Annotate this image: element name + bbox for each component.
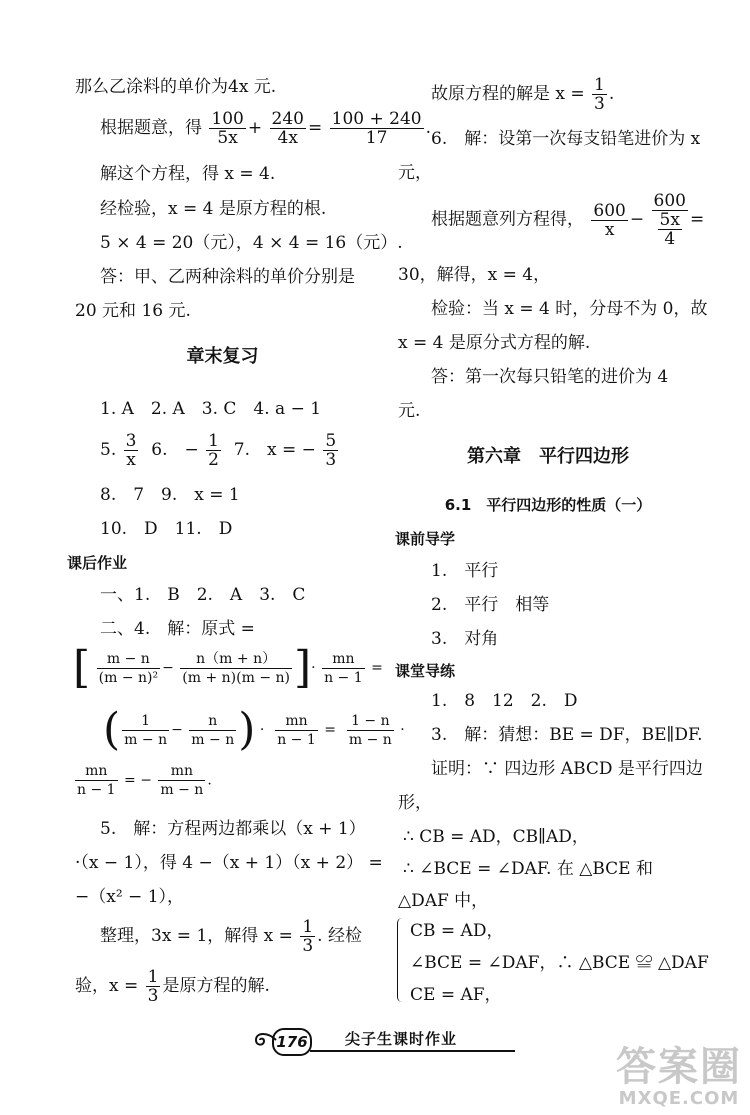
answer-line: 3. 解：猜想：BE = DF，BE∥DF. xyxy=(431,725,703,745)
fraction: $\frac{100}{5x}$ xyxy=(211,109,244,148)
fraction: $\frac{100 + 240}{17}$ xyxy=(331,109,422,148)
fraction: $\frac{5}{3}$ xyxy=(325,431,337,470)
answer-line: 二、4. 解：原式 = xyxy=(100,619,255,639)
fraction: $\frac{1}{3}$ xyxy=(147,967,159,1006)
text-line: 元. xyxy=(398,401,421,421)
answer-line: 5. $\frac{3}{x}$ 6. − $\frac{1}{2}$ 7. x = − $\frac{5}{3}$ xyxy=(100,431,337,470)
text-line: −（x² − 1）， xyxy=(75,887,185,907)
equation-line: 根据题意列方程得， $\frac{600}{x}$ − $\frac{600}{\frac{5x}{4}}$ = xyxy=(431,191,705,249)
text-line: x = 4 是原分式方程的解. xyxy=(398,333,591,353)
fraction: $\frac{mn}{n - 1}$ xyxy=(77,763,116,798)
text-line: ∴ CB = AD，CB∥AD， xyxy=(403,827,589,847)
equation-line: 根据题意，得 $\frac{100}{5x}$ + $\frac{240}{4x}$ = $\frac{100 + 240}{17}$ . xyxy=(100,109,431,148)
answer-line: 10. D 11. D xyxy=(100,519,233,539)
footer-rule xyxy=(310,1050,515,1052)
footer-title: 尖子生课时作业 xyxy=(345,1030,458,1048)
text-line: 那么乙涂料的单价为4x 元. xyxy=(75,77,277,97)
text-line: ∴ ∠BCE = ∠DAF. 在 △BCE 和 xyxy=(403,859,653,879)
answer-line: 2. 平行 相等 xyxy=(431,595,550,615)
text-line: 检验：当 x = 4 时，分母不为 0，故 xyxy=(431,299,708,319)
fraction: $\frac{m - n}{\text{(m − n)²}}$ xyxy=(98,650,159,686)
text-line: 答：甲、乙两种涂料的单价分别是 xyxy=(100,267,355,287)
fraction: $\frac{600}{\frac{5x}{4}}$ xyxy=(653,191,686,249)
answer-line: 1. 平行 xyxy=(431,561,499,581)
watermark-text: 答案圈 xyxy=(616,1044,742,1091)
page-footer xyxy=(250,1026,520,1060)
text-label: 根据题意，得 xyxy=(100,118,202,138)
fraction: $\frac{1}{m - n}$ xyxy=(124,712,168,748)
text-line: 形， xyxy=(398,793,432,813)
equation-line: $\frac{mn}{n - 1}$ = − $\frac{mn}{m - n}$ . xyxy=(77,763,212,798)
answer-line: 1. 8 12 2. D xyxy=(431,691,578,711)
chapter-heading: 第六章 平行四边形 xyxy=(467,446,629,467)
text-line: △DAF 中， xyxy=(398,891,489,911)
text-line: 证明：∵ 四边形 ABCD 是平行四边 xyxy=(431,759,703,779)
fraction: $\frac{1 - n}{m - n}$ xyxy=(348,712,392,748)
text-line: 经检验，x = 4 是原方程的根. xyxy=(100,199,327,219)
fraction: $\frac{mn}{n - 1}$ xyxy=(277,712,316,748)
subsection-heading: 课前导学 xyxy=(395,530,456,548)
page-number: 176 xyxy=(272,1028,312,1056)
text-line: 30，解得，x = 4， xyxy=(398,265,551,285)
text-line: 元， xyxy=(398,163,432,183)
equation-line: 整理，3x = 1，解得 x = $\frac{1}{3}$ . 经检 xyxy=(100,917,362,956)
fraction: $\frac{1}{3}$ xyxy=(302,917,314,956)
answer-line: 8. 7 9. x = 1 xyxy=(100,485,240,505)
subsection-heading: 课后作业 xyxy=(67,554,128,572)
text-line: 6. 解：设第一次每支铅笔进价为 x xyxy=(431,129,701,149)
subsection-heading: 课堂导练 xyxy=(395,662,456,680)
equation-line: 验，x = $\frac{1}{3}$ 是原方程的解. xyxy=(75,967,270,1006)
fraction: $\frac{n(m + n)}{(m + n)(m - n)}$ xyxy=(182,650,290,686)
text-line: 答：第一次每只铅笔的进价为 4 xyxy=(431,367,669,387)
watermark xyxy=(616,1045,742,1109)
fraction: $\frac{mn}{m - n}$ xyxy=(160,763,204,798)
equation-line: 故原方程的解是 x = $\frac{1}{3}$ . xyxy=(431,75,615,114)
fraction: $\frac{240}{4x}$ xyxy=(271,109,304,148)
fraction: $\frac{mn}{n - 1}$ xyxy=(324,650,363,686)
system-brace xyxy=(397,918,404,1002)
section-heading: 6.1 平行四边形的性质（一） xyxy=(444,496,652,514)
text-line: 5. 解：方程两边都乘以（x + 1） xyxy=(100,819,366,839)
equation-line: [ $\frac{m - n}{\text{(m − n)²}}$ − $\frac{n(m + n)}{(m + n)(m - n)}$ ]· $\frac{mn}{n - 1}$ = xyxy=(73,642,383,693)
system-line: ∠BCE = ∠DAF，∴ △BCE ≌ △DAF xyxy=(410,953,709,973)
equation-line: ( $\frac{1}{m - n}$ − $\frac{n}{m - n}$ ) · $\frac{mn}{n - 1}$ = $\frac{1 - n}{m - n}$ · xyxy=(103,704,405,755)
answer-line: 1. A 2. A 3. C 4. a − 1 xyxy=(100,399,322,419)
fraction: $\frac{1}{2}$ xyxy=(208,431,219,470)
text-line: 解这个方程，得 x = 4. xyxy=(100,164,276,184)
text-line: 5 × 4 = 20（元），4 × 4 = 16（元）. xyxy=(100,233,403,253)
text-line: ·（x − 1），得 4 −（x + 1）（x + 2） = xyxy=(75,853,383,873)
answer-line: 3. 对角 xyxy=(431,629,499,649)
answer-line: 一、1. B 2. A 3. C xyxy=(100,585,306,605)
fraction: $\frac{600}{x}$ xyxy=(593,200,626,240)
fraction: $\frac{1}{3}$ xyxy=(594,75,605,114)
system-line: CE = AF， xyxy=(410,985,502,1005)
watermark-url: MXQE.COM xyxy=(618,1088,740,1110)
section-heading: 章末复习 xyxy=(186,346,259,367)
text-line: 20 元和 16 元. xyxy=(75,301,191,321)
fraction: $\frac{n}{m - n}$ xyxy=(191,712,235,748)
system-line: CB = AD， xyxy=(410,921,504,941)
fraction: $\frac{3}{x}$ xyxy=(125,431,137,470)
